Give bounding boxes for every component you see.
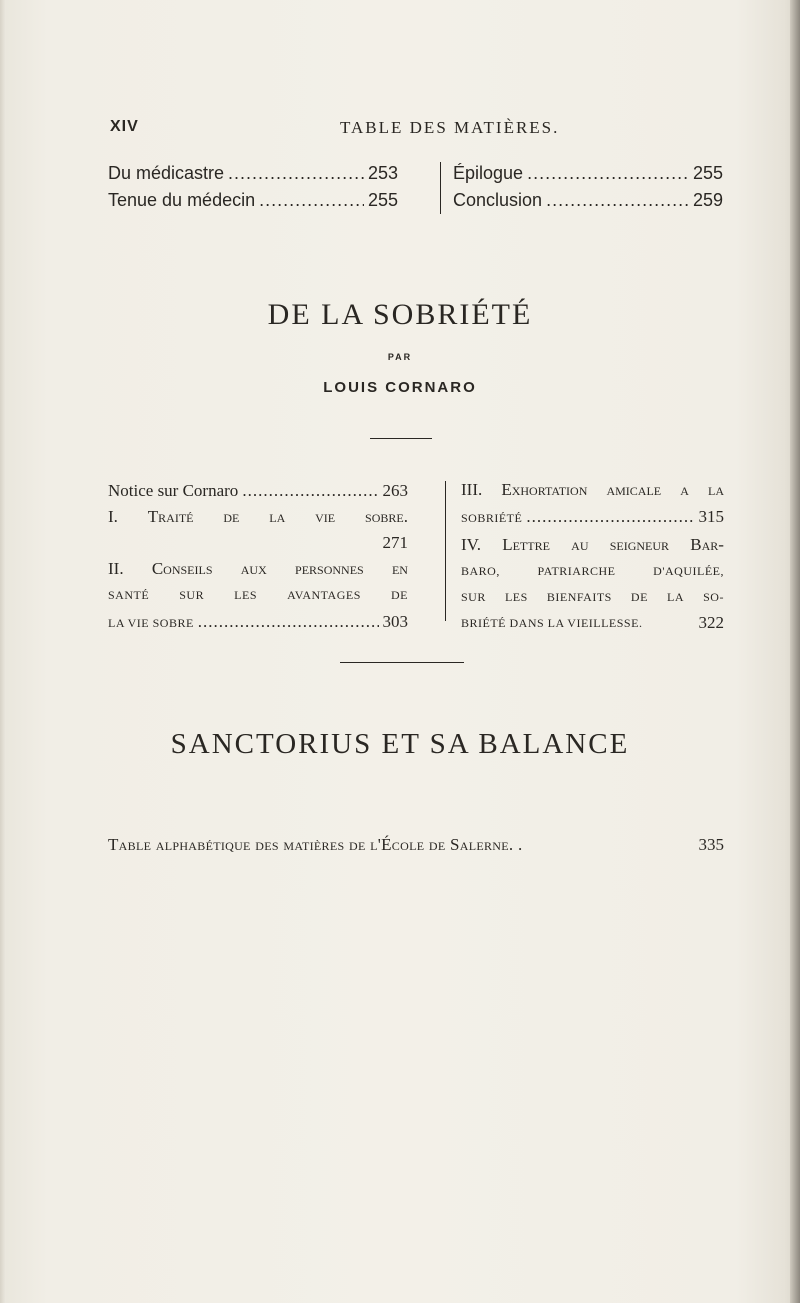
toc-entry-table-alphabetique[interactable]: Table alphabétique des matières de l'École de Salerne. . 335 — [108, 835, 724, 854]
toc-entry-conseils-end: LA VIE SOBRE ..... 303 — [108, 608, 408, 637]
page-edge-right — [790, 0, 800, 1303]
column-divider — [440, 162, 441, 214]
toc-entry-conseils[interactable]: II. Conseils aux personnes en — [108, 559, 408, 578]
section-rule — [370, 438, 432, 439]
leader-dots — [526, 503, 694, 530]
toc-top-right — [453, 160, 723, 214]
toc-entry-lettre-cont2: SUR LES BIENFAITS DE LA SO- — [461, 590, 724, 604]
leader-dots — [242, 477, 378, 504]
toc-entry[interactable]: Conclusion ..... 259 — [453, 187, 723, 214]
toc-entry-lettre[interactable]: IV. Lettre au seigneur Bar- — [461, 535, 724, 554]
section-title-sobriete: DE LA SOBRIÉTÉ — [267, 298, 533, 331]
folio: XIV — [110, 118, 139, 135]
toc-entry-lettre-end: BRIÉTÉ DANS LA VIEILLESSE. 322 — [461, 613, 724, 632]
leader-dots — [546, 187, 689, 214]
toc-entry-notice[interactable]: Notice sur Cornaro ..... 263 — [108, 477, 408, 504]
toc-page-number: 271 — [382, 533, 408, 552]
toc-entry[interactable]: Du médicastre ..... 253 — [108, 160, 398, 187]
toc-entry-traite[interactable]: I. Traité de la vie sobre. — [108, 507, 408, 526]
par-label: PAR — [387, 352, 413, 362]
toc-top-left — [108, 160, 398, 214]
section-rule — [340, 662, 464, 663]
toc-sobriete-left — [108, 477, 408, 637]
leader-dots — [198, 608, 379, 635]
toc-sobriete-right — [461, 477, 724, 636]
toc-entry-exhortation[interactable]: III. Exhortation amicale a la — [461, 480, 724, 499]
column-divider — [445, 481, 446, 621]
toc-entry-exhortation-end: SOBRIÉTÉ ..... 315 — [461, 503, 724, 532]
leader-dots — [228, 160, 364, 187]
page-edge-left — [0, 0, 6, 1303]
running-head-title: TABLE DES MATIÈRES. — [340, 118, 560, 137]
toc-entry-lettre-cont: BARO, PATRIARCHE D'AQUILÉE, — [461, 564, 724, 578]
author-name: LOUIS CORNARO — [323, 379, 477, 396]
toc-entry-conseils-cont: SANTÉ SUR LES AVANTAGES DE — [108, 588, 408, 602]
toc-entry[interactable]: Tenue du médecin ..... 255 — [108, 187, 398, 214]
leader-dots — [259, 187, 364, 214]
leader-dots — [527, 160, 689, 187]
section-title-sanctorius: SANCTORIUS ET SA BALANCE — [170, 728, 630, 760]
toc-entry[interactable]: Épilogue ..... 255 — [453, 160, 723, 187]
running-head — [110, 118, 720, 142]
